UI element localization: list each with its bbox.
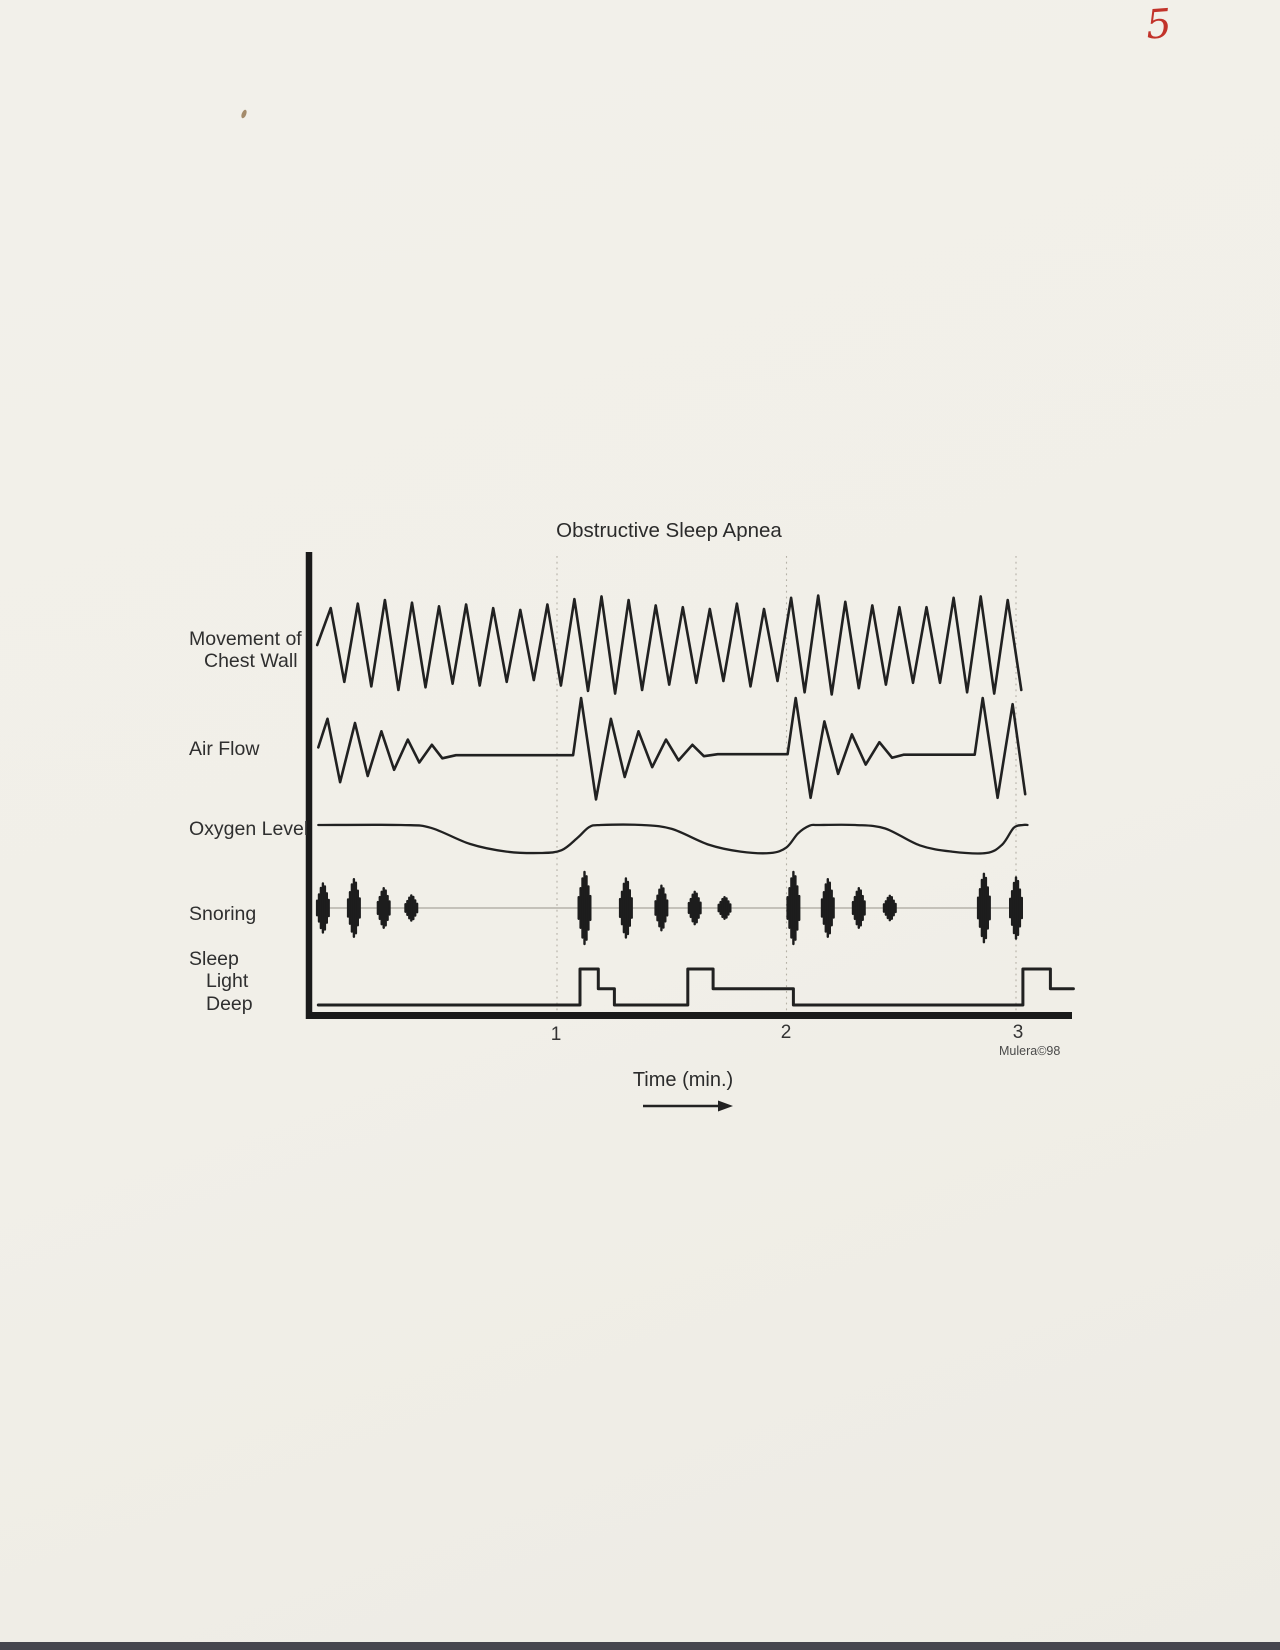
credit-text: Mulera©98: [999, 1044, 1061, 1058]
right-arrow-icon: [643, 1101, 733, 1112]
handwritten-page-number: 5: [1144, 0, 1174, 49]
tick-2: 2: [780, 1022, 792, 1043]
label-snoring: Snoring: [189, 903, 257, 925]
label-sleep-deep: Deep: [206, 993, 253, 1015]
label-chest-wall-line1: Movement of: [189, 628, 302, 650]
arrow-head: [718, 1101, 733, 1112]
label-oxygen-level: Oxygen Level: [189, 818, 309, 840]
air-flow-trace: [318, 698, 1025, 799]
label-sleep-light: Light: [206, 970, 249, 992]
tick-3: 3: [1012, 1022, 1024, 1043]
figure-title: Obstructive Sleep Apnea: [556, 519, 782, 542]
label-air-flow: Air Flow: [189, 738, 260, 760]
label-sleep: Sleep: [189, 948, 239, 970]
x-axis-label: Time (min.): [632, 1069, 734, 1091]
snoring-trace: [317, 872, 1022, 944]
label-chest-wall-line2: Chest Wall: [204, 650, 298, 672]
tick-1: 1: [550, 1024, 562, 1045]
sleep-stage-trace: [318, 969, 1073, 1005]
paper-speck: [240, 109, 247, 119]
chest-wall-trace: [317, 596, 1021, 695]
scan-bottom-edge: [0, 1642, 1280, 1650]
oxygen-level-trace: [318, 825, 1027, 854]
